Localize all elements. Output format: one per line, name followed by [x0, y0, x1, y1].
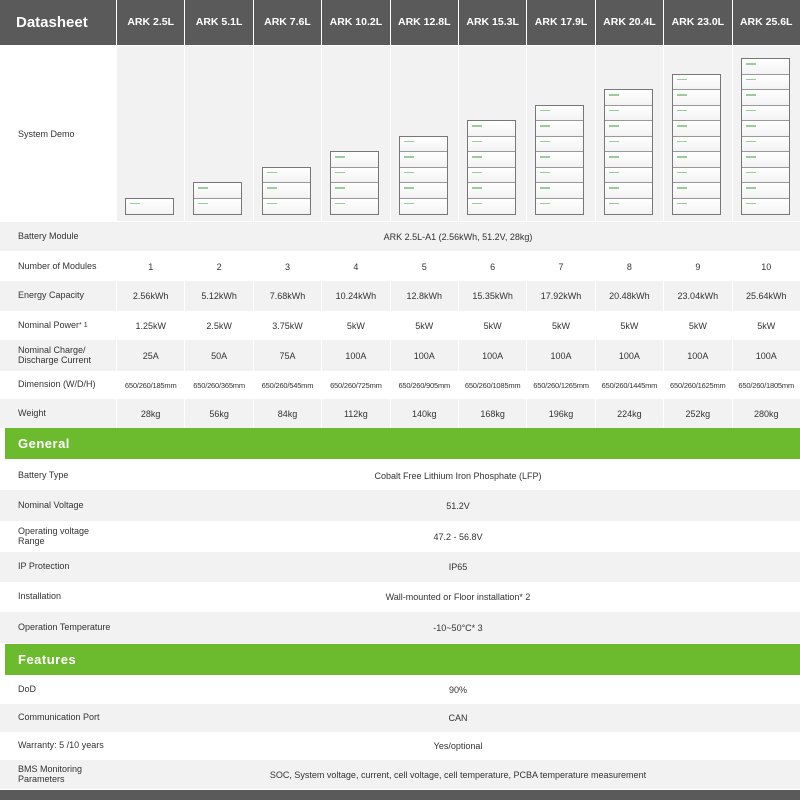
- spec-cell: 2: [184, 252, 252, 281]
- battery-module-graphic: [742, 137, 789, 153]
- battery-stack: [330, 151, 379, 215]
- row-value: Cobalt Free Lithium Iron Phosphate (LFP): [116, 461, 800, 490]
- spec-cell: 6: [458, 252, 526, 281]
- spec-cell: 56kg: [184, 399, 252, 428]
- model-header: ARK 7.6L: [253, 0, 321, 45]
- battery-module-graphic: [263, 168, 310, 184]
- battery-module-graphic: [194, 183, 241, 199]
- row-value: -10~50°C* 3: [116, 612, 800, 643]
- spec-cell: 100A: [595, 340, 663, 371]
- battery-module-graphic: [331, 168, 378, 184]
- spec-cell: 140kg: [390, 399, 458, 428]
- battery-module-graphic: [605, 183, 652, 199]
- spec-cell: 100A: [458, 340, 526, 371]
- battery-module-graphic: [536, 183, 583, 199]
- battery-module-graphic: [605, 90, 652, 106]
- row-label: Communication Port: [0, 704, 116, 732]
- row-label: [0, 340, 116, 371]
- battery-module-row: [0, 222, 800, 251]
- system-demo-illustration: [116, 46, 800, 221]
- battery-module-graphic: [673, 152, 720, 168]
- model-header: ARK 15.3L: [458, 0, 526, 45]
- battery-module-graphic: [400, 152, 447, 168]
- spec-row: [0, 281, 800, 311]
- spec-cell: 3.75kW: [253, 311, 321, 340]
- spec-cell: 25.64kWh: [732, 281, 800, 311]
- spec-cell: 650/260/1805mm: [732, 371, 800, 399]
- row-value: 47.2 - 56.8V: [116, 521, 800, 552]
- battery-module-graphic: [400, 168, 447, 184]
- model-header: ARK 25.6L: [732, 0, 800, 45]
- spec-row: [0, 340, 800, 371]
- battery-module-graphic: [194, 199, 241, 215]
- spec-cell: 28kg: [116, 399, 184, 428]
- battery-stack: [535, 105, 584, 216]
- spec-cell: 5.12kWh: [184, 281, 252, 311]
- battery-module-graphic: [468, 137, 515, 153]
- row-value: SOC, System voltage, current, cell voltage, cell temperature, PCBA temperature measurement: [116, 760, 800, 789]
- row-label: [0, 311, 116, 340]
- battery-module-graphic: [605, 168, 652, 184]
- spec-cell: 100A: [321, 340, 389, 371]
- spec-cell: 17.92kWh: [526, 281, 594, 311]
- spec-cell: 650/260/185mm: [116, 371, 184, 399]
- battery-module-graphic: [742, 152, 789, 168]
- spec-cell: 9: [663, 252, 731, 281]
- battery-module-graphic: [468, 121, 515, 137]
- demo-column: [390, 46, 458, 221]
- demo-column: [321, 46, 389, 221]
- battery-stack: [193, 182, 242, 215]
- system-demo-row: [0, 46, 800, 221]
- row-label: [0, 399, 116, 428]
- spec-cell: 5kW: [458, 311, 526, 340]
- battery-module-graphic: [605, 106, 652, 122]
- demo-column: [526, 46, 594, 221]
- battery-module-graphic: [536, 168, 583, 184]
- features-row: [0, 704, 800, 732]
- general-row: [0, 461, 800, 490]
- row-label: DoD: [0, 676, 116, 704]
- row-label: Installation: [0, 582, 116, 612]
- battery-module-graphic: [742, 75, 789, 91]
- spec-cell: 5kW: [526, 311, 594, 340]
- battery-module-graphic: [536, 106, 583, 122]
- spec-cell: 23.04kWh: [663, 281, 731, 311]
- demo-column: [458, 46, 526, 221]
- spec-cell: 5kW: [663, 311, 731, 340]
- spec-cell: 650/260/365mm: [184, 371, 252, 399]
- battery-module-graphic: [605, 121, 652, 137]
- row-label: Battery Type: [0, 461, 116, 490]
- battery-module-graphic: [605, 199, 652, 215]
- spec-cell: 196kg: [526, 399, 594, 428]
- general-row: [0, 552, 800, 582]
- spec-cell: 25A: [116, 340, 184, 371]
- model-header: ARK 2.5L: [116, 0, 184, 45]
- spec-cell: 4: [321, 252, 389, 281]
- general-section-heading: General: [5, 428, 800, 459]
- battery-module-graphic: [742, 121, 789, 137]
- datasheet-header: [0, 0, 800, 45]
- spec-cell: 84kg: [253, 399, 321, 428]
- row-label: [0, 252, 116, 281]
- system-demo-label: System Demo: [0, 46, 116, 221]
- spec-cell: 100A: [390, 340, 458, 371]
- model-header: ARK 20.4L: [595, 0, 663, 45]
- spec-cell: 20.48kWh: [595, 281, 663, 311]
- battery-module-graphic: [673, 106, 720, 122]
- row-label-text: Dimension (W/D/H): [18, 379, 96, 390]
- battery-module-graphic: [468, 168, 515, 184]
- battery-module-graphic: [673, 75, 720, 91]
- spec-cell: 1.25kW: [116, 311, 184, 340]
- model-header: ARK 12.8L: [390, 0, 458, 45]
- battery-stack: [604, 89, 653, 215]
- general-row: [0, 582, 800, 612]
- model-header: ARK 23.0L: [663, 0, 731, 45]
- row-label: Nominal Voltage: [0, 490, 116, 521]
- spec-cell: 10: [732, 252, 800, 281]
- model-header: ARK 5.1L: [184, 0, 252, 45]
- spec-cell: 7.68kWh: [253, 281, 321, 311]
- general-row: [0, 521, 800, 552]
- spec-cell: 2.5kW: [184, 311, 252, 340]
- spec-cell: 75A: [253, 340, 321, 371]
- spec-cell: 5kW: [390, 311, 458, 340]
- row-label: BMS Monitoring Parameters: [0, 760, 116, 789]
- row-value: IP65: [116, 552, 800, 582]
- spec-cell: 650/260/545mm: [253, 371, 321, 399]
- row-label: [0, 281, 116, 311]
- row-label: Operation Temperature: [0, 612, 116, 643]
- row-label-text: Weight: [18, 407, 46, 418]
- general-row: [0, 612, 800, 643]
- row-value: Yes/optional: [116, 732, 800, 760]
- demo-column: [663, 46, 731, 221]
- battery-module-graphic: [400, 137, 447, 153]
- battery-module-graphic: [673, 168, 720, 184]
- spec-cell: 168kg: [458, 399, 526, 428]
- battery-module-graphic: [331, 152, 378, 168]
- row-label-text: Nominal Power: [18, 319, 80, 330]
- demo-column: [116, 46, 184, 221]
- battery-module-graphic: [468, 199, 515, 215]
- row-label-text: Nominal Charge/ Discharge Current: [18, 345, 92, 365]
- battery-module-graphic: [673, 121, 720, 137]
- spec-cell: 7: [526, 252, 594, 281]
- spec-cell: 50A: [184, 340, 252, 371]
- row-value: 90%: [116, 676, 800, 704]
- demo-column: [732, 46, 800, 221]
- spec-cell: 252kg: [663, 399, 731, 428]
- battery-module-graphic: [605, 137, 652, 153]
- spec-cell: 5: [390, 252, 458, 281]
- battery-module-graphic: [673, 90, 720, 106]
- battery-module-graphic: [536, 199, 583, 215]
- battery-stack: [125, 198, 174, 216]
- model-header: ARK 10.2L: [321, 0, 389, 45]
- spec-cell: 650/260/1625mm: [663, 371, 731, 399]
- model-header: ARK 17.9L: [526, 0, 594, 45]
- battery-module-graphic: [468, 183, 515, 199]
- row-value: CAN: [116, 704, 800, 732]
- battery-module-graphic: [742, 199, 789, 215]
- spec-cell: 10.24kWh: [321, 281, 389, 311]
- battery-module-graphic: [742, 183, 789, 199]
- row-label-text: Energy Capacity: [18, 290, 85, 301]
- spec-row: [0, 252, 800, 281]
- battery-module-graphic: [536, 152, 583, 168]
- spec-cell: 3: [253, 252, 321, 281]
- battery-module-graphic: [468, 152, 515, 168]
- datasheet-title: Datasheet: [16, 14, 88, 31]
- features-section-heading: Features: [5, 644, 800, 675]
- battery-module-graphic: [536, 137, 583, 153]
- footnote-marker: * 1: [79, 321, 88, 329]
- spec-row: [0, 371, 800, 399]
- row-label: IP Protection: [0, 552, 116, 582]
- spec-cell: 15.35kWh: [458, 281, 526, 311]
- battery-module-graphic: [400, 183, 447, 199]
- battery-module-graphic: [673, 199, 720, 215]
- spec-row: [0, 399, 800, 428]
- row-label-text: Number of Modules: [18, 260, 97, 271]
- spec-cell: 280kg: [732, 399, 800, 428]
- spec-cell: 5kW: [321, 311, 389, 340]
- footer-bar: [0, 790, 800, 800]
- battery-module-value: ARK 2.5L-A1 (2.56kWh, 51.2V, 28kg): [116, 222, 800, 251]
- spec-cell: 100A: [526, 340, 594, 371]
- battery-stack: [672, 74, 721, 216]
- spec-cell: 5kW: [595, 311, 663, 340]
- row-value: Wall-mounted or Floor installation* 2: [116, 582, 800, 612]
- spec-cell: 650/260/1445mm: [595, 371, 663, 399]
- spec-cell: 100A: [732, 340, 800, 371]
- features-row: [0, 732, 800, 760]
- spec-cell: 100A: [663, 340, 731, 371]
- battery-module-graphic: [673, 183, 720, 199]
- row-value: 51.2V: [116, 490, 800, 521]
- battery-module-graphic: [263, 183, 310, 199]
- row-label: Battery Module: [0, 222, 116, 251]
- battery-stack: [399, 136, 448, 216]
- spec-cell: 112kg: [321, 399, 389, 428]
- features-row: [0, 760, 800, 789]
- demo-column: [595, 46, 663, 221]
- battery-module-graphic: [742, 168, 789, 184]
- battery-module-graphic: [536, 121, 583, 137]
- spec-cell: 5kW: [732, 311, 800, 340]
- spec-cell: 2.56kWh: [116, 281, 184, 311]
- battery-module-graphic: [742, 59, 789, 75]
- spec-cell: 650/260/905mm: [390, 371, 458, 399]
- row-label: [0, 371, 116, 399]
- spec-cell: 1: [116, 252, 184, 281]
- general-row: [0, 490, 800, 521]
- battery-module-graphic: [400, 199, 447, 215]
- battery-module-graphic: [263, 199, 310, 215]
- battery-module-graphic: [126, 199, 173, 215]
- spec-cell: 650/260/1085mm: [458, 371, 526, 399]
- battery-module-graphic: [742, 106, 789, 122]
- spec-cell: 12.8kWh: [390, 281, 458, 311]
- spec-cell: 650/260/725mm: [321, 371, 389, 399]
- demo-column: [184, 46, 252, 221]
- battery-module-graphic: [673, 137, 720, 153]
- battery-stack: [467, 120, 516, 215]
- spec-cell: 8: [595, 252, 663, 281]
- spec-cell: 224kg: [595, 399, 663, 428]
- row-label: Warranty: 5 /10 years: [0, 732, 116, 760]
- battery-stack: [262, 167, 311, 216]
- spec-row: [0, 311, 800, 340]
- battery-module-graphic: [605, 152, 652, 168]
- battery-module-graphic: [331, 199, 378, 215]
- row-label: Operating voltage Range: [0, 521, 116, 552]
- demo-column: [253, 46, 321, 221]
- battery-module-graphic: [331, 183, 378, 199]
- features-row: [0, 676, 800, 704]
- battery-module-graphic: [742, 90, 789, 106]
- spec-cell: 650/260/1265mm: [526, 371, 594, 399]
- battery-stack: [741, 58, 790, 215]
